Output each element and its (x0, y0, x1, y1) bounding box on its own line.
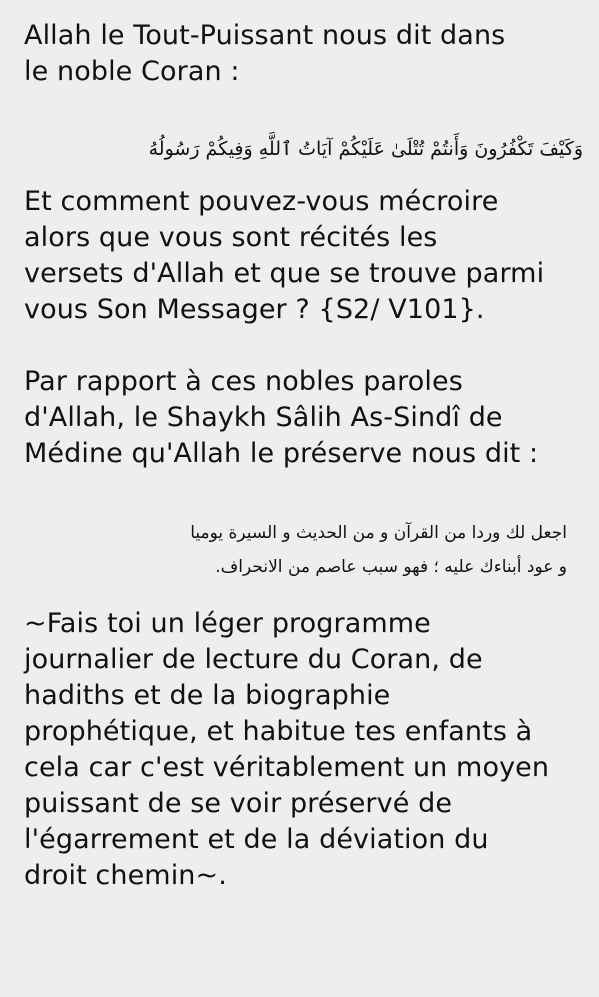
sheikh-quote-arabic: اجعل لك وردا من القرآن و من الحديث و السيرة يوميا و عود أبناءك عليه ؛ فهو سبب عاصم من الانحراف. (190, 523, 567, 577)
quran-verse-translation: Et comment pouvez-vous mécroire alors que vous sont récités les versets d'Allah et que se trouve parmi vous Son Messager ? {S2/ V101}. (24, 186, 545, 325)
commentary-intro: Par rapport à ces nobles paroles d'Allah, le Shaykh Sâlih As-Sindî de Médine qu'Allah le préserve nous dit : (24, 366, 539, 469)
quran-verse-arabic: وَكَيْفَ تَكْفُرُونَ وَأَنتُمْ تُتْلَىٰ عَلَيْكُمْ آيَاتُ ٱللَّهِ وَفِيكُمْ رَسُولُهُ (148, 138, 583, 160)
sheikh-quote-translation: ~Fais toi un léger programme journalier de lecture du Coran, de hadiths et de la biographie prophétique, et habitue tes enfants à cela car c'est véritablement un moyen puissant de se voir préservé de l'égarrement et de la déviation du droit chemin~. (24, 608, 550, 891)
intro-text: Allah le Tout-Puissant nous dit dans le noble Coran : (24, 20, 506, 87)
